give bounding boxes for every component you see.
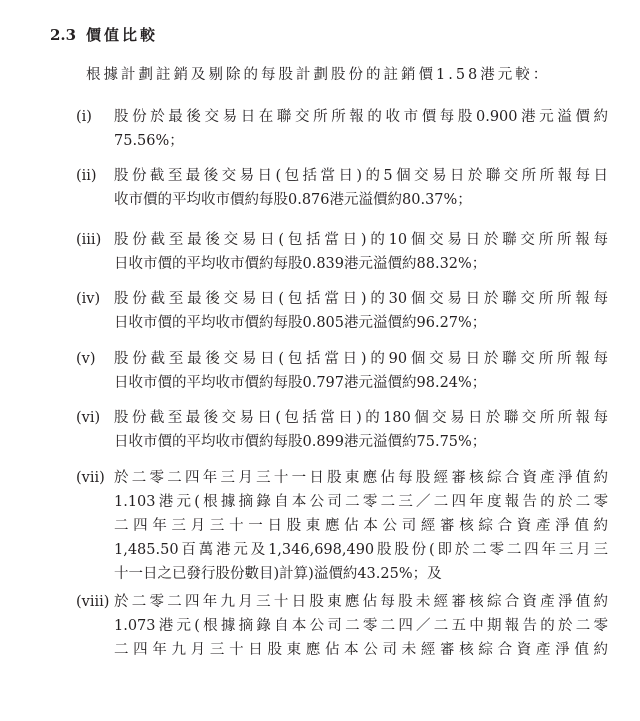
item-line: 1,485.50百萬港元及1,346,698,490股股份(即於二零二四年三月三	[114, 542, 608, 558]
item-line: 股份截至最後交易日(包括當日)的90個交易日於聯交所所報每	[114, 351, 608, 367]
item-text	[114, 105, 608, 153]
section-title: 價值比較	[86, 26, 159, 44]
item-text	[114, 466, 608, 586]
item-line: 1.073港元(根據摘錄自本公司二零二四／二五中期報告的於二零	[114, 618, 608, 634]
item-line: 日收市價的平均收市價約每股0.899港元溢價約75.75%；	[114, 434, 487, 450]
item-line: 日收市價的平均收市價約每股0.839港元溢價約88.32%；	[114, 256, 487, 272]
item-text	[114, 228, 608, 276]
item-label: (ii)	[76, 168, 97, 184]
item-text	[114, 164, 608, 212]
item-label: (iii)	[76, 232, 102, 248]
item-line: 日收市價的平均收市價約每股0.797港元溢價約98.24%；	[114, 375, 487, 391]
item-label: (v)	[76, 351, 96, 367]
item-line: 二四年三月三十一日股東應佔本公司經審核綜合資產淨值約	[114, 518, 608, 534]
item-line: 股份截至最後交易日(包括當日)的10個交易日於聯交所所報每	[114, 232, 608, 248]
item-line: 股份截至最後交易日(包括當日)的5個交易日於聯交所所報每日	[114, 168, 608, 184]
intro-paragraph: 根據計劃註銷及剔除的每股計劃股份的註銷價1.58港元較：	[86, 67, 551, 83]
item-label: (viii)	[76, 594, 110, 610]
item-line: 股份於最後交易日在聯交所所報的收市價每股0.900港元溢價約	[114, 109, 608, 125]
item-text	[114, 347, 608, 395]
item-text	[114, 406, 608, 454]
item-line: 股份截至最後交易日(包括當日)的180個交易日於聯交所所報每	[114, 410, 608, 426]
item-line: 於二零二四年三月三十一日股東應佔每股經審核綜合資產淨值約	[114, 470, 608, 486]
item-label: (i)	[76, 109, 92, 125]
item-line: 十一日之已發行股份數目)計算)溢價約43.25%；及	[114, 566, 442, 582]
item-line: 1.103港元(根據摘錄自本公司二零二三／二四年度報告的於二零	[114, 494, 608, 510]
item-line: 股份截至最後交易日(包括當日)的30個交易日於聯交所所報每	[114, 291, 608, 307]
item-line: 75.56%；	[114, 133, 184, 149]
item-line: 收市價的平均收市價約每股0.876港元溢價約80.37%；	[114, 192, 472, 208]
item-text	[114, 590, 608, 662]
item-line: 日收市價的平均收市價約每股0.805港元溢價約96.27%；	[114, 315, 487, 331]
item-line: 二四年九月三十日股東應佔本公司未經審核綜合資產淨值約	[114, 642, 608, 658]
item-label: (vii)	[76, 470, 105, 486]
item-label: (vi)	[76, 410, 101, 426]
section-heading	[50, 20, 158, 50]
item-label: (iv)	[76, 291, 101, 307]
section-number: 2.3	[50, 26, 77, 44]
item-line: 於二零二四年九月三十日股東應佔每股未經審核綜合資產淨值約	[114, 594, 608, 610]
item-text	[114, 287, 608, 335]
